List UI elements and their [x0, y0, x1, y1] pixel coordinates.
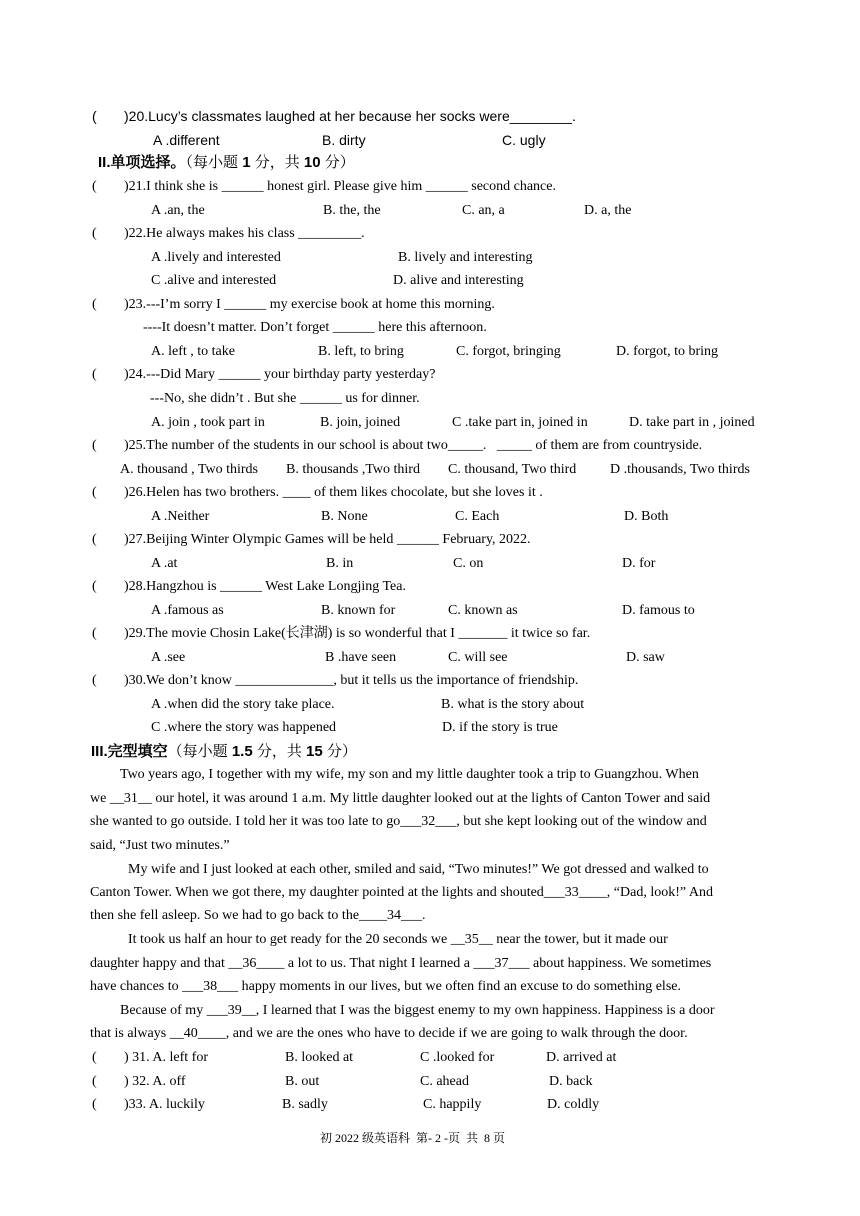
question-24-stem-2: ---No, she didn’t . But she ______ us for dinner.: [150, 391, 420, 406]
q33-option-c: C. happily: [423, 1097, 482, 1112]
passage-line: have chances to ___38___ happy moments in our lives, but we often find an excuse to do something else.: [90, 979, 681, 994]
answer-paren: (: [92, 438, 97, 453]
answer-paren: (: [92, 226, 97, 241]
q29-option-b: B .have seen: [325, 650, 397, 665]
q21-option-c: C. an, a: [462, 203, 505, 218]
section-3-note: （每小题: [167, 743, 232, 760]
section-2-points-each: 1: [242, 154, 251, 171]
q22-option-d: D. alive and interesting: [393, 273, 524, 288]
q24-option-c: C .take part in, joined in: [452, 415, 588, 430]
question-29-stem: )29.The movie Chosin Lake(长津湖) is so wonderful that I _______ it twice so far.: [124, 626, 591, 641]
answer-paren: (: [92, 1097, 97, 1112]
q20-option-b: B. dirty: [322, 132, 366, 148]
q27-option-a: A .at: [151, 556, 178, 571]
q23-option-a: A. left , to take: [151, 344, 235, 359]
section-2-note: （每小题: [185, 154, 243, 171]
q24-option-b: B. join, joined: [320, 415, 401, 430]
q24-option-a: A. join , took part in: [151, 415, 265, 430]
passage-line: said, “Just two minutes.”: [90, 838, 230, 853]
question-31-stem: ) 31. A. left for: [124, 1050, 208, 1065]
question-28-stem: )28.Hangzhou is ______ West Lake Longjing Tea.: [124, 579, 406, 594]
answer-paren: (: [92, 297, 97, 312]
section-3-note: 分，共: [252, 743, 307, 760]
q27-option-d: D. for: [622, 556, 656, 571]
q21-option-b: B. the, the: [323, 203, 381, 218]
passage-line: daughter happy and that __36____ a lot to us. That night I learned a ___37___ about happiness. We sometimes: [90, 956, 712, 971]
q23-option-d: D. forgot, to bring: [616, 344, 719, 359]
answer-paren: (: [92, 626, 97, 641]
q28-option-a: A .famous as: [151, 603, 224, 618]
passage-line: she wanted to go outside. I told her it was too late to go___32___, but she kept looking out of the window and: [90, 814, 707, 829]
q25-option-d: D .thousands, Two thirds: [610, 462, 750, 477]
q22-option-a: A .lively and interested: [151, 250, 281, 265]
q20-option-c: C. ugly: [502, 132, 546, 148]
q31-option-b: B. looked at: [285, 1050, 354, 1065]
q26-option-c: C. Each: [455, 509, 500, 524]
q29-option-a: A .see: [151, 650, 186, 665]
q25-option-b: B. thousands ,Two third: [286, 462, 420, 477]
q21-option-d: D. a, the: [584, 203, 632, 218]
answer-paren: (: [92, 108, 97, 124]
q27-option-c: C. on: [453, 556, 484, 571]
passage-line: Because of my ___39__, I learned that I was the biggest enemy to my own happiness. Happiness is a door: [120, 1003, 715, 1018]
q33-option-d: D. coldly: [547, 1097, 600, 1112]
answer-paren: (: [92, 485, 97, 500]
q23-option-c: C. forgot, bringing: [456, 344, 561, 359]
passage-line: Canton Tower. When we got there, my daughter pointed at the lights and shouted___33____, “Dad, look!” And: [90, 885, 713, 900]
q30-option-c: C .where the story was happened: [151, 720, 337, 735]
section-2-note: 分）: [320, 154, 355, 171]
q22-option-b: B. lively and interesting: [398, 250, 533, 265]
q32-option-c: C. ahead: [420, 1074, 469, 1089]
q28-option-c: C. known as: [448, 603, 518, 618]
question-32-stem: ) 32. A. off: [124, 1074, 186, 1089]
q28-option-d: D. famous to: [622, 603, 695, 618]
q24-option-d: D. take part in , joined: [629, 415, 755, 430]
q21-option-a: A .an, the: [151, 203, 205, 218]
question-26-stem: )26.Helen has two brothers. ____ of them likes chocolate, but she loves it .: [124, 485, 543, 500]
passage-line: then she fell asleep. So we had to go back to the____34___.: [90, 908, 426, 923]
question-23-stem: )23.---I’m sorry I ______ my exercise book at home this morning.: [124, 297, 495, 312]
q32-option-b: B. out: [285, 1074, 320, 1089]
q27-option-b: B. in: [326, 556, 354, 571]
question-25-stem: )25.The number of the students in our school is about two_____. _____ of them are from countryside.: [124, 438, 703, 453]
q30-option-b: B. what is the story about: [441, 697, 585, 712]
q28-option-b: B. known for: [321, 603, 396, 618]
question-21-stem: )21.I think she is ______ honest girl. Please give him ______ second chance.: [124, 179, 556, 194]
q20-option-a: A .different: [153, 132, 220, 148]
q29-option-d: D. saw: [626, 650, 665, 665]
section-3-title: III.完型填空: [91, 743, 168, 760]
q25-option-c: C. thousand, Two third: [448, 462, 577, 477]
q29-option-c: C. will see: [448, 650, 508, 665]
q26-option-d: D. Both: [624, 509, 669, 524]
section-3-points-each: 1.5: [231, 743, 253, 760]
q31-option-c: C .looked for: [420, 1050, 495, 1065]
passage-line: that is always __40____, and we are the ones who have to decide if we are going to walk through the door.: [90, 1026, 688, 1041]
q26-option-b: B. None: [321, 509, 368, 524]
passage-line: we __31__ our hotel, it was around 1 a.m. My little daughter looked out at the lights of Canton Tower and said: [90, 791, 711, 806]
section-2-points-total: 10: [303, 154, 321, 171]
question-22-stem: )22.He always makes his class _________.: [124, 226, 365, 241]
section-2-heading: [98, 155, 355, 171]
q30-option-d: D. if the story is true: [442, 720, 558, 735]
passage-line: My wife and I just looked at each other, smiled and said, “Two minutes!” We got dressed and walked to: [128, 862, 709, 877]
passage-line: It took us half an hour to get ready for the 20 seconds we __35__ near the tower, but it made our: [128, 932, 668, 947]
question-23-stem-2: ----It doesn’t matter. Don’t forget ______ here this afternoon.: [143, 320, 487, 335]
answer-paren: (: [92, 1050, 97, 1065]
q33-option-b: B. sadly: [282, 1097, 328, 1112]
q32-option-d: D. back: [549, 1074, 593, 1089]
q22-option-c: C .alive and interested: [151, 273, 277, 288]
q26-option-a: A .Neither: [151, 509, 210, 524]
question-24-stem: )24.---Did Mary ______ your birthday party yesterday?: [124, 367, 436, 382]
page-footer: 初 2022 级英语科 第- 2 -页 共 8 页: [320, 1131, 505, 1145]
answer-paren: (: [92, 1074, 97, 1089]
question-20-stem: )20.Lucy’s classmates laughed at her because her socks were________.: [124, 108, 576, 124]
q23-option-b: B. left, to bring: [318, 344, 404, 359]
question-30-stem: )30.We don’t know ______________, but it tells us the importance of friendship.: [124, 673, 579, 688]
section-2-note: 分，共: [250, 154, 304, 171]
section-2-title: II.单项选择。: [98, 154, 186, 171]
section-3-points-total: 15: [306, 743, 323, 760]
q30-option-a: A .when did the story take place.: [151, 697, 335, 712]
section-3-heading: [91, 744, 357, 760]
question-27-stem: )27.Beijing Winter Olympic Games will be held ______ February, 2022.: [124, 532, 531, 547]
answer-paren: (: [92, 367, 97, 382]
q25-option-a: A. thousand , Two thirds: [120, 462, 258, 477]
answer-paren: (: [92, 673, 97, 688]
q31-option-d: D. arrived at: [546, 1050, 617, 1065]
question-33-stem: )33. A. luckily: [124, 1097, 205, 1112]
answer-paren: (: [92, 179, 97, 194]
section-3-note: 分）: [322, 743, 357, 760]
passage-line: Two years ago, I together with my wife, my son and my little daughter took a trip to Guangzhou. When: [120, 767, 699, 782]
answer-paren: (: [92, 579, 97, 594]
answer-paren: (: [92, 532, 97, 547]
